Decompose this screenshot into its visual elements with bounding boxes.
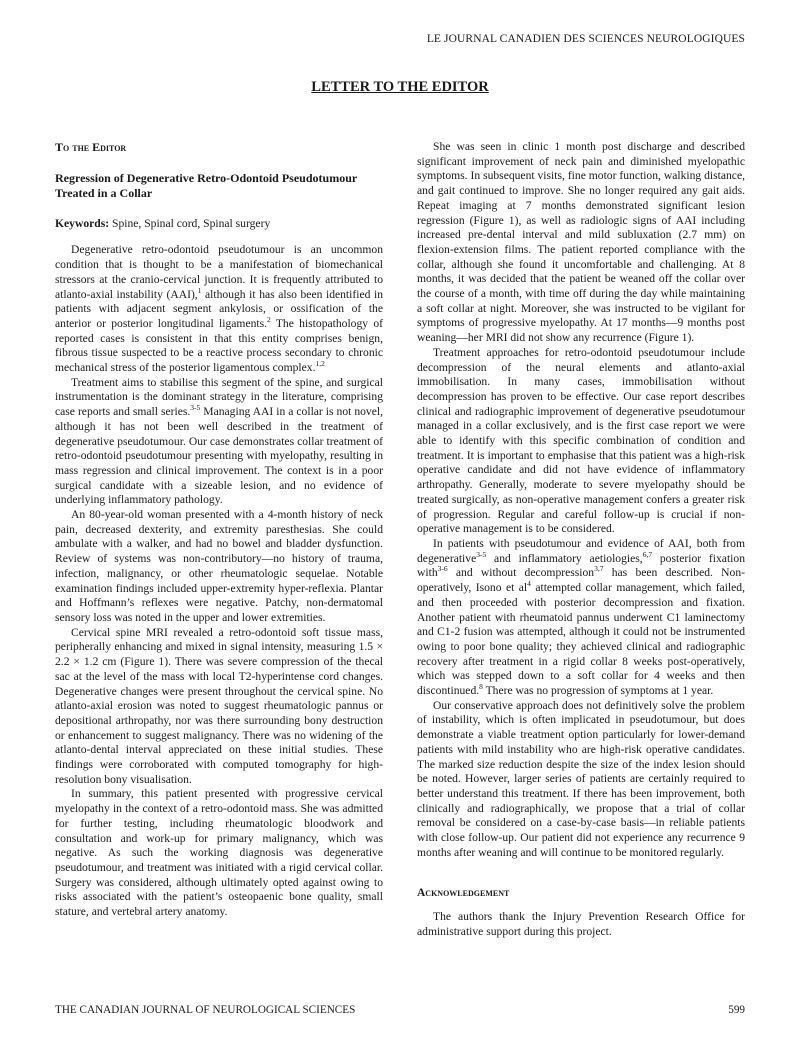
citation: 1 — [197, 285, 202, 295]
text-run: Degenerative retro-odontoid pseudotumour is an uncommon condition that is thought to be a manifestation of biomechanical stressors at the cranio-cervical junction. It is frequently attributed to atlanto-axial instability (AAI), — [55, 243, 383, 301]
text-run: In patients with pseudotumour and evidence of AAI, both from degenerative — [417, 536, 745, 565]
text-run: There was no progression of symptoms at 1 year. — [482, 684, 714, 698]
running-header: LE JOURNAL CANADIEN DES SCIENCES NEUROLOGIQUES — [426, 33, 745, 45]
citation: 2 — [267, 315, 271, 325]
paragraph-conclusion: Our conservative approach does not definitively solve the problem of instability, which is often implicated in pseudotumour, but does demonstrate a viable treatment option particularly for lower-demand patients with mild instability who are high-risk operative candidates. The marked size reduction despite the size of the index lesion should be noted. However, larger series of patients are certainly required to better understand this treatment. If there has been improvement, both clinically and radiographically, we propose that a trial of collar removal be considered on a case-by-case basis—in reliable patients with close follow-up. Our patient did not experience any recurrence 9 months after weaning and will continue to be monitored regularly. — [417, 698, 745, 859]
citation: 4 — [527, 579, 531, 589]
text-run: has been described. Non-operatively, Isono et al — [417, 566, 745, 595]
text-run: Managing AAI in a collar is not novel, although it has not been well described in the treatment of degenerative pseudotumour. Our case demonstrates collar treatment of retro-odontoid pseudotumour presenting with myelopathy, resulting in mass regression and clinical improvement. The context is in a poor surgical candidate with a sizeable lesion, and no evidence of underlying inflammatory pathology. — [55, 405, 383, 507]
citation: 3-5 — [190, 403, 201, 413]
right-column — [417, 140, 745, 940]
running-footer: THE CANADIAN JOURNAL OF NEUROLOGICAL SCIENCES — [55, 1004, 356, 1016]
citation: 6,7 — [642, 549, 653, 559]
paragraph-treatment — [55, 376, 383, 508]
citation: 3-6 — [437, 564, 448, 574]
paragraph-case: An 80-year-old woman presented with a 4-month history of neck pain, decreased dexterity, and extremity paresthesias. She could ambulate with a walker, and had no bowel and bladder dysfunction. Review of systems was non-contributory—no history of trauma, infection, malignancy, or other rheumatologic sequelae. Notable examination findings included upper-extremity hyper-reflexia. Plantar and Hoffmann’s reflexes were negative. Patchy, non-dermatomal sensory loss was noted in the upper and lower extremities. — [55, 508, 383, 624]
keywords-label: Keywords: — [55, 216, 110, 230]
citation: 8 — [479, 682, 483, 692]
text-run: attempted collar management, which failed, and then proceeded with posterior decompression and fixation. Another patient with rheumatoid pannus underwent C1 laminectomy and C1-2 fusion was attempted, although it could not be instrumented owing to poor bone quality; they achieved clinical and radiographic recovery after treatment in a rigid collar 8 weeks post-operatively, which was stepped down to a soft collar for 4 weeks and then discontinued. — [417, 581, 745, 698]
paragraph-literature — [417, 537, 745, 699]
citation: 3-5 — [476, 549, 487, 559]
citation: 3,7 — [594, 564, 604, 574]
acknowledgement-text: The authors thank the Injury Prevention Research Office for administrative support during this project. — [417, 910, 745, 938]
text-run: although it has also been identified in patients with adjacent segment ankylosis, or ossification of the anterior or posterior longitudinal ligaments. — [55, 287, 383, 330]
text-run: The histopathology of reported cases is consistent in that this entity comprises benign, fibrous tissue suspected to be a reactive process secondary to chronic mechanical stress of the posterior ligamentous complex. — [55, 316, 383, 375]
to-the-editor-heading: To the Editor — [55, 140, 127, 154]
paragraph-imaging: Cervical spine MRI revealed a retro-odontoid soft tissue mass, peripherally enhancing and mixed in signal intensity, measuring 1.5 × 2.2 × 1.2 cm (Figure 1). There was severe compression of the thecal sac at the level of the mass with local T2-hyperintense cord changes. Degenerative changes were present throughout the cervical spine. No atlanto-axial erosion was noted to suggest rheumatologic pannus or depositional arthropathy, nor was there surrounding bony destruction or enhancement to suggest malignancy. There was no widening of the atlanto-dental interval appreciated on these initial studies. These findings were corroborated with computed tomography for high-resolution bony visualisation. — [55, 625, 383, 786]
text-run: and inflammatory aetiologies, — [486, 551, 643, 565]
paragraph-approaches: Treatment approaches for retro-odontoid pseudotumour include decompression of the neural elements and atlanto-axial immobilisation. In many cases, immobilisation without decompression has proven to be effective. Our case report describes clinical and radiographic improvement of degenerative pseudotumour managed in a collar exclusively, and is the first case report we were able to identify with this specific combination of condition and treatment. It is important to emphasise that this patient was a high-risk operative candidate and did not have evidence of inflammatory arthropathy. Generally, moderate to severe myelopathy should be treated surgically, as non-operative management confers a greater risk of progression. Regular and careful follow-up is crucial if non-operative management is to be considered. — [417, 345, 745, 536]
page-number: 599 — [728, 1004, 745, 1016]
text-run: Treatment aims to stabilise this segment of the spine, and surgical instrumentation is the dominant strategy in the literature, comprising case reports and small series. — [55, 375, 383, 419]
acknowledgement-heading: Acknowledgement — [417, 887, 510, 900]
text-run: and without decompression — [447, 566, 595, 580]
paragraph-intro — [55, 243, 383, 375]
left-column — [55, 140, 383, 920]
section-title: LETTER TO THE EDITOR — [311, 79, 489, 95]
keywords-line — [55, 217, 383, 232]
keywords-value: Spine, Spinal cord, Spinal surgery — [112, 216, 271, 230]
citation: 1,2 — [315, 359, 325, 369]
paragraph-summary: In summary, this patient presented with progressive cervical myelopathy in the context of a retro-odontoid mass. She was admitted for further testing, including rheumatologic bloodwork and consultation and work-up for primary malignancy, which was negative. As such the working diagnosis was degenerative pseudotumour, and treatment was initiated with a rigid cervical collar. Surgery was considered, although ultimately opted against owing to risks associated with the patient’s osteopaenic bone quality, small stature, and vertebral artery anatomy. — [55, 787, 383, 919]
text-run: posterior fixation with — [417, 551, 745, 580]
paragraph-followup: She was seen in clinic 1 month post discharge and described significant improvement of neck pain and diminished myelopathic symptoms. In subsequent visits, fine motor function, walking distance, and gait continued to improve. She no longer required any gait aids. Repeat imaging at 7 months demonstrated significant lesion regression (Figure 1), as well as radiologic signs of AAI including increased pre-dental interval and mild subluxation (2.7 mm) on flexion-extension films. The patient reported compliance with the collar, although she found it uncomfortable and challenging. At 8 months, it was decided that the patient be weaned off the collar over the course of a month, with time off during the day while maintaining a soft collar at night. Moreover, she was instructed to be vigilant for symptoms of progressive myelopathy. At 17 months—9 months post weaning—her MRI did not show any recurrence (Figure 1). — [417, 140, 745, 345]
article-title: Regression of Degenerative Retro-Odontoid Pseudotumour Treated in a Collar — [55, 170, 357, 200]
